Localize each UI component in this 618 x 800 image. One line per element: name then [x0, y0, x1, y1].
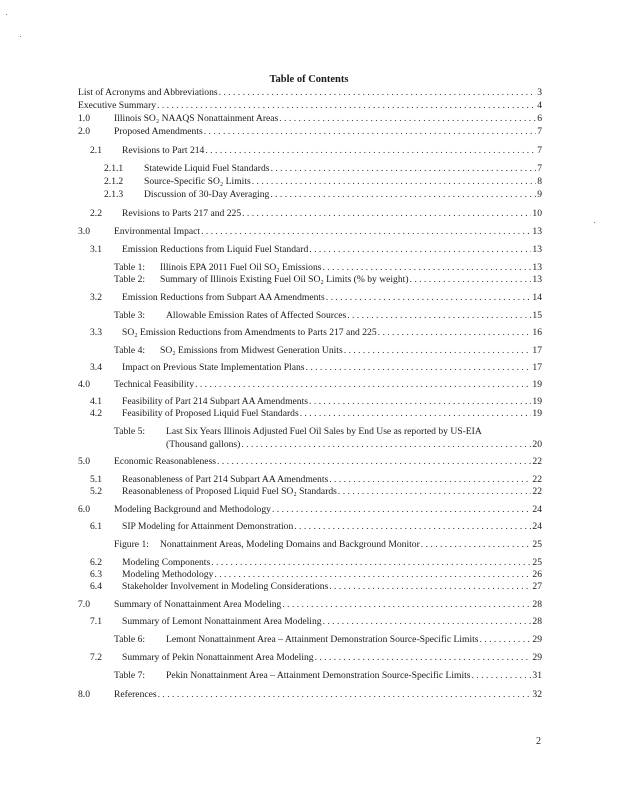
toc-entry-page: 13: [532, 274, 542, 285]
toc-entry-number: 4.0: [78, 379, 90, 390]
toc-entry-label: Modeling Background and Methodology: [114, 504, 271, 515]
toc-entry-page: 17: [532, 345, 542, 356]
toc-entry-label: Summary of Illinois Existing Fuel Oil SO₂ Limits (% by weight): [160, 274, 409, 285]
toc-entry-label: Feasibility of Part 214 Subpart AA Amendments: [122, 396, 309, 407]
scan-speck: [6, 14, 7, 15]
toc-entry-page: 26: [532, 569, 542, 580]
toc-entry-number: Table 1:: [114, 262, 146, 273]
toc-entry-number: 3.2: [90, 292, 102, 303]
toc-entry-page: 15: [532, 310, 542, 321]
toc-entry-page: 24: [532, 521, 542, 532]
scan-speck: [20, 36, 21, 37]
toc-entry-label: SIP Modeling for Attainment Demonstration: [122, 521, 294, 532]
toc-entry-number: 2.0: [78, 126, 90, 137]
toc-entry-number: 3.4: [90, 362, 102, 373]
toc-entry-number: 6.0: [78, 504, 90, 515]
toc-entry-page: 25: [532, 557, 542, 568]
toc-entry-label: Statewide Liquid Fuel Standards: [144, 163, 270, 174]
toc-entry-number: 5.2: [90, 486, 102, 497]
toc-entry-number: 3.0: [78, 226, 90, 237]
toc-entry-page: 31: [532, 670, 542, 681]
toc-entry-page: 10: [532, 208, 542, 219]
toc-entry-label: Summary of Pekin Nonattainment Area Modeling: [122, 652, 314, 663]
toc-entry-number: 7.0: [78, 599, 90, 610]
toc-entry-page: 19: [532, 408, 542, 419]
toc-entry-label: Economic Reasonableness: [114, 456, 217, 467]
toc-entry-label: List of Acronyms and Abbreviations: [78, 87, 218, 98]
toc-entry-page: 32: [532, 689, 542, 700]
toc-entry-number: Figure 1:: [114, 539, 149, 550]
toc-entry-page: 24: [532, 504, 542, 515]
toc-entry-page: 17: [532, 362, 542, 373]
toc-entry-page: 9: [537, 189, 542, 200]
toc-entry-page: 22: [532, 486, 542, 497]
toc-entry-label: Feasibility of Proposed Liquid Fuel Standards: [122, 408, 299, 419]
toc-entry-label: Revisions to Part 214: [122, 145, 205, 156]
toc-entry-label: Source-Specific SO₂ Limits: [144, 176, 251, 187]
toc-entry-number: 5.1: [90, 474, 102, 485]
toc-entry-label: Summary of Nonattainment Area Modeling: [114, 599, 282, 610]
toc-entry-number: 2.2: [90, 208, 102, 219]
toc-entry-number: 3.3: [90, 327, 102, 338]
toc-entry-page: 19: [532, 379, 542, 390]
toc-entry-label: SO₂ Emission Reductions from Amendments to Parts 217 and 225: [122, 327, 377, 338]
toc-title: Table of Contents: [269, 74, 349, 85]
toc-entry-page: 28: [532, 599, 542, 610]
toc-entry-label: Lemont Nonattainment Area – Attainment Demonstration Source-Specific Limits: [166, 634, 479, 645]
toc-entry-page: 25: [532, 539, 542, 550]
toc-entry-page: 27: [532, 581, 542, 592]
toc-entry-number: 1.0: [78, 113, 90, 124]
toc-entry-label: Emission Reductions from Subpart AA Amendments: [122, 292, 325, 303]
toc-entry-number: 2.1.1: [104, 163, 124, 174]
toc-entry-page: 16: [532, 327, 542, 338]
toc-entry-number: 4.2: [90, 408, 102, 419]
toc-entry-label: Impact on Previous State Implementation Plans: [122, 362, 305, 373]
toc-entry-number: 6.4: [90, 581, 102, 592]
toc-entry-page: 22: [532, 474, 542, 485]
toc-entry-label: Proposed Amendments: [114, 126, 203, 137]
toc-entry-number: 2.1.2: [104, 176, 124, 187]
toc-entry-label: Last Six Years Illinois Adjusted Fuel Oil Sales by End Use as reported by US-EIA: [166, 426, 482, 437]
toc-entry-page: 3: [537, 87, 542, 98]
toc-entry-label: Modeling Methodology: [122, 569, 214, 580]
toc-entry-label: Reasonableness of Proposed Liquid Fuel SO₂ Standards: [122, 486, 337, 497]
toc-entry-page: 7: [537, 145, 542, 156]
toc-entry-label: Revisions to Parts 217 and 225: [122, 208, 242, 219]
toc-entry-page: 7: [537, 126, 542, 137]
toc-entry-label: Discussion of 30-Day Averaging: [144, 189, 270, 200]
toc-entry-number: 5.0: [78, 456, 90, 467]
toc-entry-number: 7.1: [90, 616, 102, 627]
toc-entry-number: 8.0: [78, 689, 90, 700]
toc-entry-page: 22: [532, 456, 542, 467]
toc-entry-label: Illinois SO₂ NAAQS Nonattainment Areas: [114, 113, 279, 124]
toc-entry-number: 6.1: [90, 521, 102, 532]
toc-entry-page: 14: [532, 292, 542, 303]
toc-entry-label: Executive Summary: [78, 100, 157, 111]
toc-entry-page: 4: [537, 100, 542, 111]
toc-entry-page: 20: [532, 439, 542, 450]
toc-entry-page: 29: [532, 634, 542, 645]
scan-speck: [594, 222, 595, 223]
toc-entry-label: Nonattainment Areas, Modeling Domains and Background Monitor: [160, 539, 420, 550]
toc-entry-number: Table 3:: [114, 310, 146, 321]
toc-entry-number: Table 2:: [114, 274, 146, 285]
toc-entry-label: Reasonableness of Part 214 Subpart AA Amendments: [122, 474, 329, 485]
toc-entry-number: 2.1: [90, 145, 102, 156]
toc-entry-label: Stakeholder Involvement in Modeling Considerations: [122, 581, 329, 592]
toc-entry-number: Table 7:: [114, 670, 146, 681]
toc-entry-number: 4.1: [90, 396, 102, 407]
toc-entry-label: Summary of Lemont Nonattainment Area Modeling: [122, 616, 322, 627]
toc-entry-number: 2.1.3: [104, 189, 124, 200]
toc-entry-label: Pekin Nonattainment Area – Attainment Demonstration Source-Specific Limits: [166, 670, 471, 681]
toc-entry-number: 6.2: [90, 557, 102, 568]
toc-entry-number: 6.3: [90, 569, 102, 580]
toc-entry-number: Table 5:: [114, 426, 146, 437]
toc-entry-page: 13: [532, 262, 542, 273]
toc-entry-number: 3.1: [90, 244, 102, 255]
toc-entry-page: 19: [532, 396, 542, 407]
toc-entry-page: 13: [532, 244, 542, 255]
toc-entry-label: Environmental Impact: [114, 226, 201, 237]
toc-entry-number: 7.2: [90, 652, 102, 663]
toc-entry-label: Allowable Emission Rates of Affected Sources: [166, 310, 347, 321]
toc-entry-label: Illinois EPA 2011 Fuel Oil SO₂ Emissions: [160, 262, 322, 273]
toc-entry-page: 8: [537, 176, 542, 187]
toc-entry-number: Table 4:: [114, 345, 146, 356]
toc-entry-label: References: [114, 689, 157, 700]
toc-entry-label-continuation: (Thousand gallons): [166, 439, 241, 450]
toc-entry-label: Technical Feasibility: [114, 379, 195, 390]
toc-entry-label: SO₂ Emissions from Midwest Generation Units: [160, 345, 343, 356]
toc-entry-page: 13: [532, 226, 542, 237]
page-number: 2: [536, 736, 541, 747]
toc-entry-label: Emission Reductions from Liquid Fuel Standard: [122, 244, 309, 255]
toc-entry-page: 6: [537, 113, 542, 124]
toc-entry-page: 7: [537, 163, 542, 174]
toc-entry-number: Table 6:: [114, 634, 146, 645]
toc-entry-page: 29: [532, 652, 542, 663]
toc-entry-label: Modeling Components: [122, 557, 211, 568]
toc-entry-page: 28: [532, 616, 542, 627]
